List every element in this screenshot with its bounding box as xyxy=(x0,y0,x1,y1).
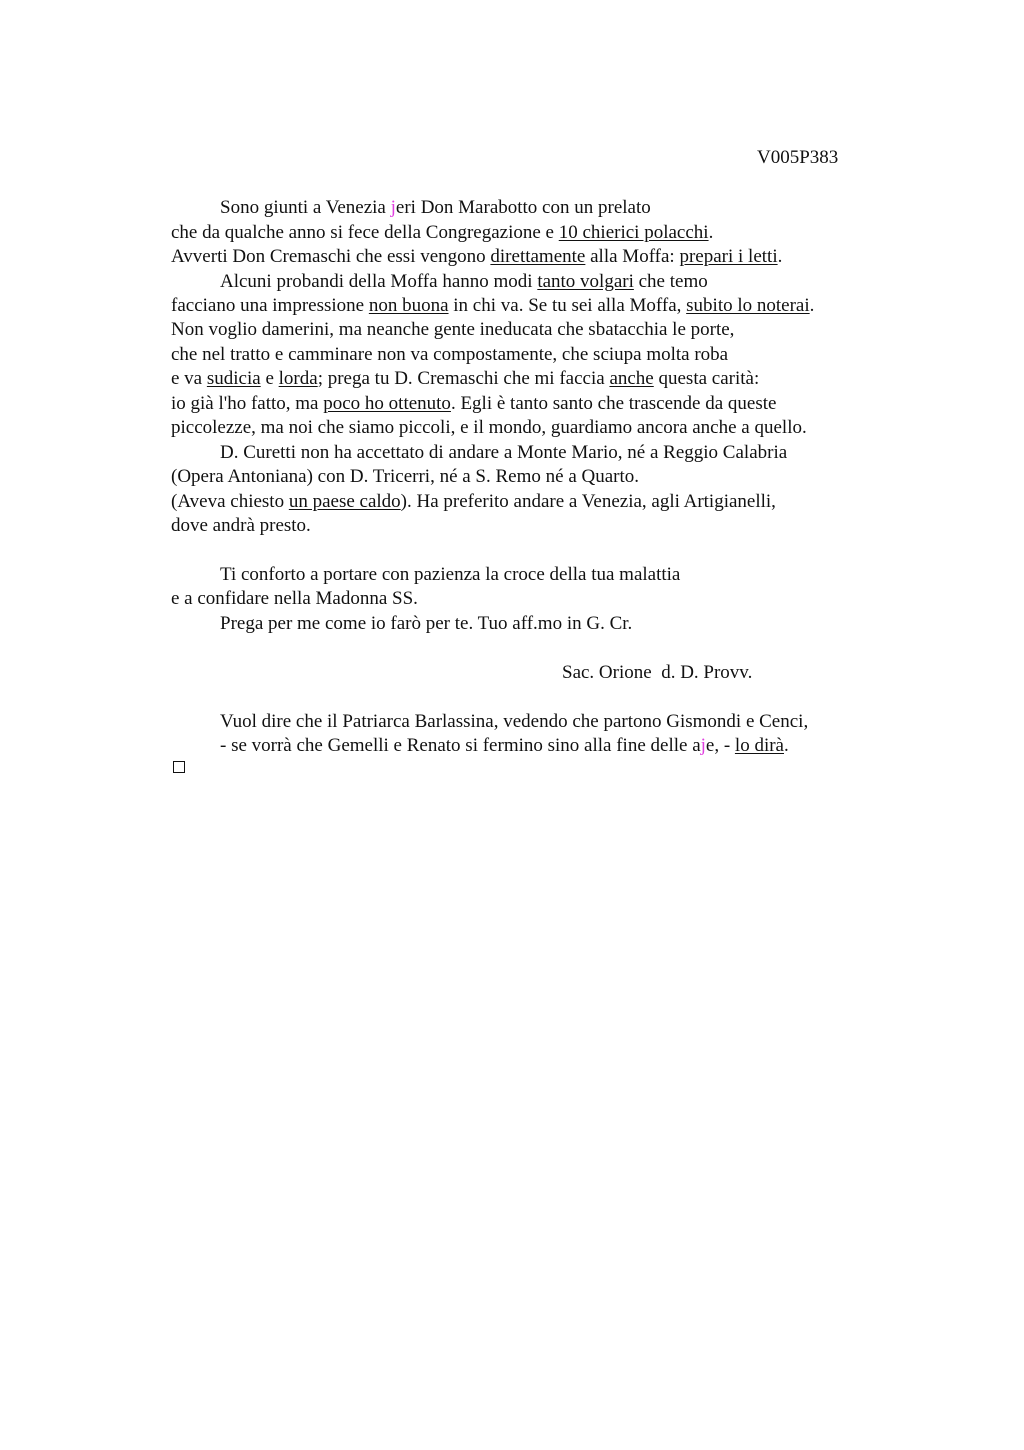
end-of-page-box xyxy=(173,761,185,773)
letter-line-10: piccolezze, ma noi che siamo piccoli, e il mondo, guardiamo ancora anche a quello. xyxy=(171,417,807,438)
highlighted-letter: j xyxy=(700,735,706,756)
letter-line-9: io già l'ho fatto, ma poco ho ottenuto. Egli è tanto santo che trascende da queste xyxy=(171,393,777,414)
letter-line-11: D. Curetti non ha accettato di andare a Monte Mario, né a Reggio Calabria xyxy=(220,442,788,463)
underlined-phrase: tanto volgari xyxy=(537,271,634,292)
letter-line-14: dove andrà presto. xyxy=(171,515,311,536)
underlined-phrase: lorda xyxy=(278,368,318,389)
underlined-phrase: subito lo noterai xyxy=(686,295,810,316)
underlined-phrase: non buona xyxy=(368,295,449,316)
underlined-phrase: lo dirà xyxy=(734,735,784,756)
letter-line-15: Ti conforto a portare con pazienza la croce della tua malattia xyxy=(220,564,681,585)
letter-line-13: (Aveva chiesto un paese caldo). Ha preferito andare a Venezia, agli Artigianelli, xyxy=(171,491,776,512)
highlighted-letter: j xyxy=(390,197,396,218)
postscript-line-1: Vuol dire che il Patriarca Barlassina, vedendo che partono Gismondi e Cenci, xyxy=(220,711,809,732)
letter-line-12: (Opera Antoniana) con D. Tricerri, né a S. Remo né a Quarto. xyxy=(171,466,640,487)
letter-line-5: facciano una impressione non buona in chi va. Se tu sei alla Moffa, subito lo noterai. xyxy=(171,295,815,316)
postscript-line-2: - se vorrà che Gemelli e Renato si fermino sino alla fine delle aje, - lo dirà. xyxy=(220,735,789,756)
letter-line-2: che da qualche anno si fece della Congregazione e 10 chierici polacchi. xyxy=(171,222,714,243)
letter-line-6: Non voglio damerini, ma neanche gente ineducata che sbatacchia le porte, xyxy=(171,319,735,340)
signature: Sac. Orione d. D. Provv. xyxy=(562,662,753,683)
letter-line-7: che nel tratto e camminare non va compostamente, che sciupa molta roba xyxy=(171,344,729,365)
underlined-phrase: poco ho ottenuto xyxy=(323,393,451,414)
letter-line-17: Prega per me come io farò per te. Tuo aff.mo in G. Cr. xyxy=(220,613,633,634)
letter-line-8: e va sudicia e lorda; prega tu D. Cremaschi che mi faccia anche questa carità: xyxy=(171,368,760,389)
underlined-phrase: un paese caldo xyxy=(288,491,401,512)
underlined-phrase: 10 chierici polacchi xyxy=(558,222,709,243)
letter-line-1: Sono giunti a Venezia jeri Don Marabotto con un prelato xyxy=(220,197,651,218)
underlined-phrase: prepari i letti xyxy=(679,246,778,267)
letter-line-3: Avverti Don Cremaschi che essi vengono direttamente alla Moffa: prepari i letti. xyxy=(171,246,783,267)
underlined-phrase: direttamente xyxy=(490,246,586,267)
underlined-phrase: anche xyxy=(609,368,654,389)
letter-line-16: e a confidare nella Madonna SS. xyxy=(171,588,418,609)
page-reference: V005P383 xyxy=(757,147,839,168)
letter-line-4: Alcuni probandi della Moffa hanno modi tanto volgari che temo xyxy=(220,271,708,292)
underlined-phrase: sudicia xyxy=(206,368,261,389)
